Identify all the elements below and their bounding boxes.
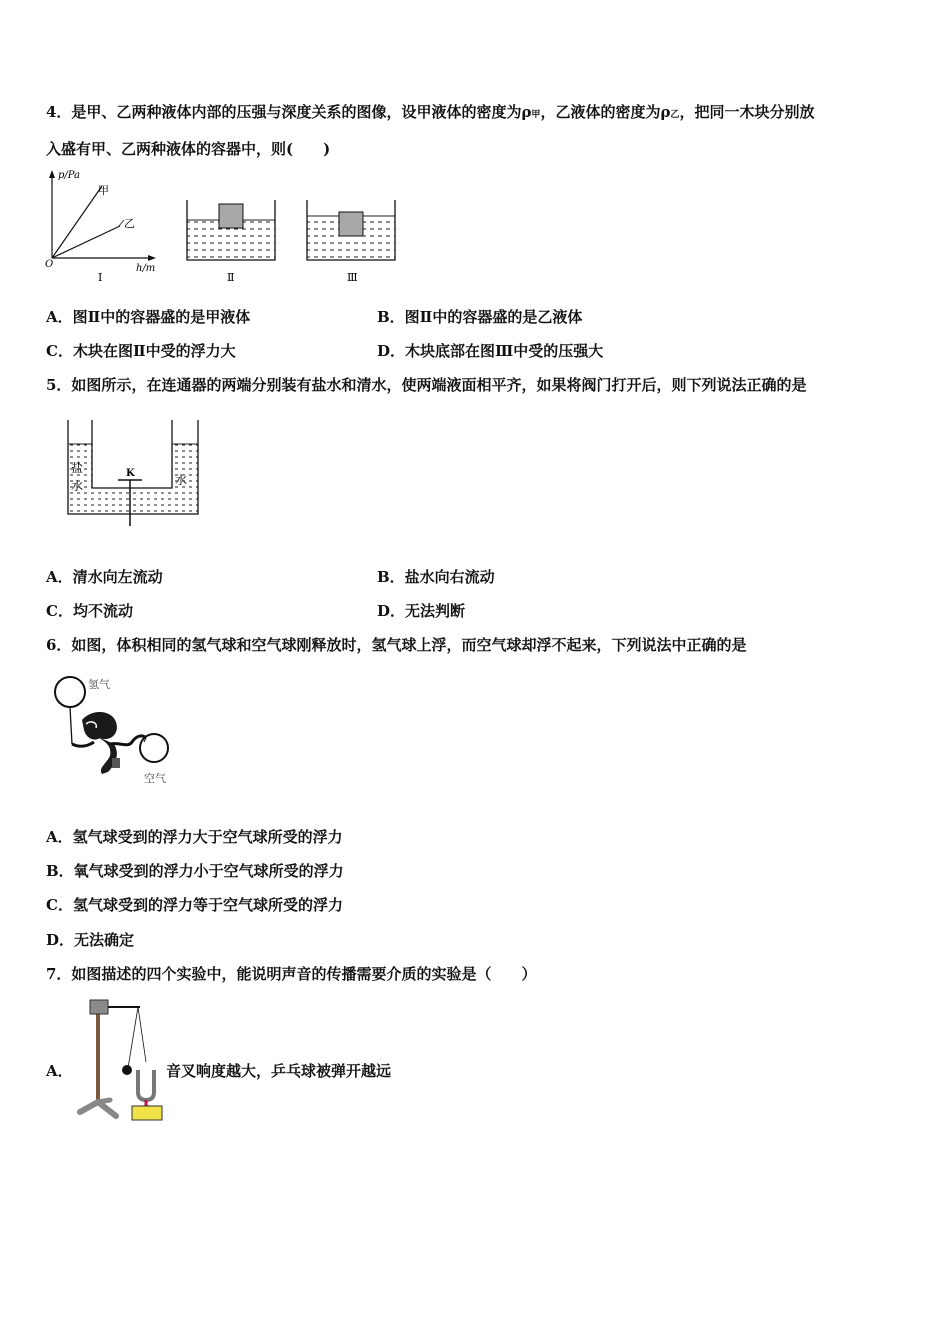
q7-option-a-label[interactable]: A． [46, 1062, 73, 1080]
q5-salt-label-1: 盐 [71, 461, 84, 475]
q5-valve-label: K [126, 468, 135, 479]
q6-option-d[interactable]: D．无法确定 [46, 931, 135, 949]
q4-graph-yi: 乙 [124, 217, 135, 230]
q5-option-b[interactable]: B．盐水向右流动 [377, 568, 495, 586]
q6-air-label: 空气 [144, 772, 166, 785]
q4-graph-jia: 甲 [98, 184, 109, 197]
q4-option-d[interactable]: D．木块底部在图Ⅲ中受的压强大 [377, 342, 604, 360]
q5-connected-vessel-figure [62, 418, 204, 530]
q4-fig3-label: Ⅲ [347, 271, 358, 284]
q5-option-d[interactable]: D．无法判断 [377, 602, 466, 620]
q4-stem-line2: 入盛有甲、乙两种液体的容器中，则( ) [46, 140, 331, 158]
q5-water-label: 水 [175, 473, 188, 487]
q4-fig1-label: Ⅰ [98, 271, 103, 284]
q4-graph-xlabel: h/m [136, 263, 156, 274]
q6-stem: 6．如图，体积相同的氢气球和空气球刚释放时，氢气球上浮，而空气球却浮不起来，下列说法中正确的是 [46, 636, 747, 654]
q6-option-a[interactable]: A．氢气球受到的浮力大于空气球所受的浮力 [46, 828, 343, 846]
q4-option-c[interactable]: C．木块在图Ⅱ中受的浮力大 [46, 342, 236, 360]
q6-hydrogen-label: 氢气 [88, 678, 110, 691]
q6-balloons-figure [50, 672, 180, 787]
q7-option-a-text[interactable]: 音叉响度越大，乒乓球被弹开越远 [166, 1062, 392, 1080]
q5-option-c[interactable]: C．均不流动 [46, 602, 133, 620]
q7-stem: 7．如图描述的四个实验中，能说明声音的传播需要介质的实验是（ ） [46, 965, 537, 983]
q5-option-a[interactable]: A．清水向左流动 [46, 568, 163, 586]
q4-graph-origin: O [45, 259, 54, 270]
q4-option-b[interactable]: B．图Ⅱ中的容器盛的是乙液体 [377, 308, 583, 326]
q4-option-a[interactable]: A．图Ⅱ中的容器盛的是甲液体 [46, 308, 251, 326]
q4-container-2 [185, 198, 280, 283]
q7-tuning-fork-figure [76, 996, 168, 1122]
q4-container-3 [305, 198, 400, 283]
q4-graph-figure [40, 168, 170, 283]
q5-stem: 5．如图所示，在连通器的两端分别装有盐水和清水，使两端液面相平齐，如果将阀门打开后，则下列说法正确的是 [46, 376, 807, 394]
q4-fig2-label: Ⅱ [227, 271, 235, 284]
q5-salt-label-2: 水 [71, 479, 84, 493]
q4-graph-ylabel: p/Pa [58, 170, 81, 181]
q6-option-c[interactable]: C．氢气球受到的浮力等于空气球所受的浮力 [46, 896, 343, 914]
q6-option-b[interactable]: B．氧气球受到的浮力小于空气球所受的浮力 [46, 862, 344, 880]
q4-stem-line1: 4．是甲、乙两种液体内部的压强与深度关系的图像，设甲液体的密度为ρ甲，乙液体的密度为ρ乙，把同一木块分别放 [46, 103, 815, 121]
